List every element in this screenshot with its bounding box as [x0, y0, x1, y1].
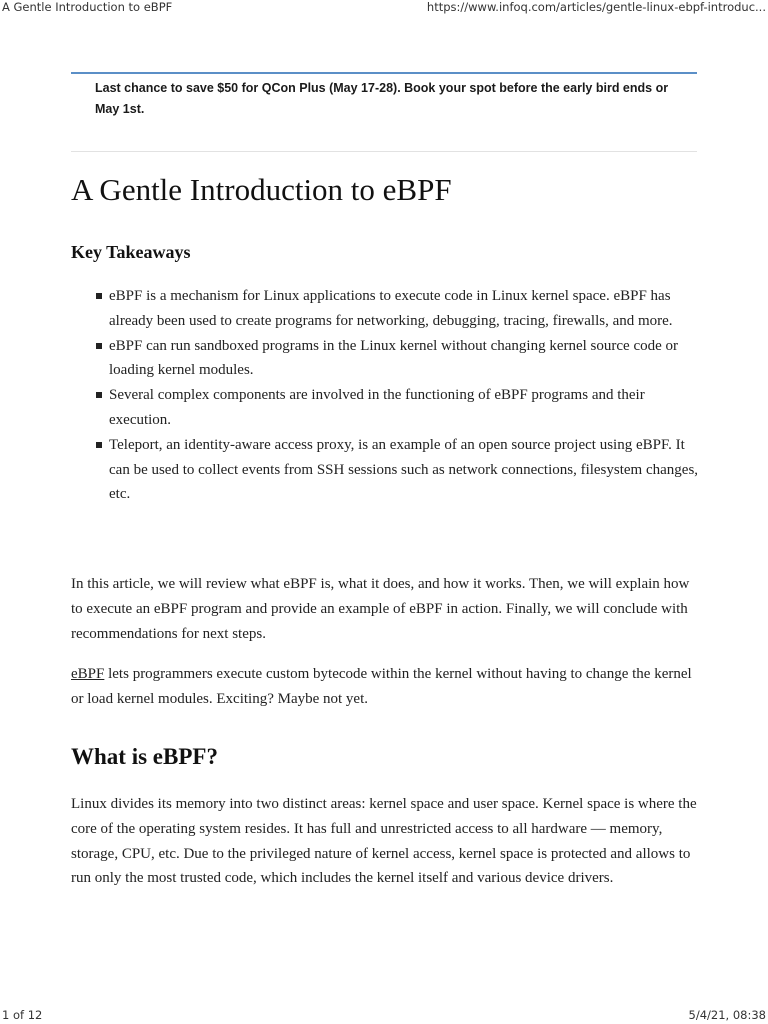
print-datetime: 5/4/21, 08:38 [688, 1008, 766, 1022]
list-item [71, 383, 701, 433]
list-item [71, 334, 701, 384]
key-takeaways-list [71, 284, 701, 507]
takeaway-text: Teleport, an identity-aware access proxy, is an example of an open source project using eBPF. It can be used to collect events from SSH sessions such as network connections, filesystem changes, etc. [109, 436, 699, 503]
ebpf-paragraph [71, 662, 699, 712]
takeaway-text: Several complex components are involved in the functioning of eBPF programs and their execution. [109, 387, 645, 428]
intro-paragraph: In this article, we will review what eBPF is, what it does, and how it works. Then, we will explain how to execute an eBPF program and provide an example of eBPF in action. Finally, we will conclude with recommendations for next steps. [71, 576, 690, 642]
ebpf-link[interactable]: eBPF [71, 666, 105, 682]
takeaway-text: eBPF can run sandboxed programs in the Linux kernel without changing kernel source code or loading kernel modules. [109, 337, 679, 379]
takeaway-text: eBPF is a mechanism for Linux applications to execute code in Linux kernel space. eBPF has already been used to create programs for networking, debugging, tracing, firewalls, and more. [109, 288, 673, 329]
square-bullet-icon [96, 293, 102, 299]
what-is-ebpf-heading: What is eBPF? [71, 744, 218, 769]
print-header [0, 0, 768, 16]
square-bullet-icon [96, 442, 102, 448]
list-item [71, 284, 701, 334]
ebpf-paragraph-text: lets programmers execute custom bytecode within the kernel without having to change the kernel or load kernel modules. Exciting? Maybe not yet. [71, 666, 692, 707]
square-bullet-icon [96, 392, 102, 398]
square-bullet-icon [96, 343, 102, 349]
print-header-title: A Gentle Introduction to eBPF [2, 0, 173, 14]
list-item [71, 433, 701, 507]
print-header-url: https://www.infoq.com/articles/gentle-linux-ebpf-introduc... [426, 0, 766, 14]
print-footer [0, 1006, 768, 1024]
banner-divider [71, 151, 697, 152]
promo-banner[interactable] [71, 72, 697, 120]
key-takeaways-heading: Key Takeaways [71, 242, 191, 262]
kernel-space-paragraph: Linux divides its memory into two distinct areas: kernel space and user space. Kernel space is where the core of the operating system resides. It has full and unrestricted access to all hardware — memory, storage, CPU, etc. Due to the privileged nature of kernel access, kernel space is protected and allows to run only the most trusted code, which includes the kernel itself and various device drivers. [71, 796, 697, 887]
page-counter: 1 of 12 [2, 1008, 43, 1022]
article-title: A Gentle Introduction to eBPF [71, 172, 452, 207]
promo-banner-text[interactable]: Last chance to save $50 for QCon Plus (May 17-28). Book your spot before the early bird ends or May 1st. [95, 81, 669, 116]
